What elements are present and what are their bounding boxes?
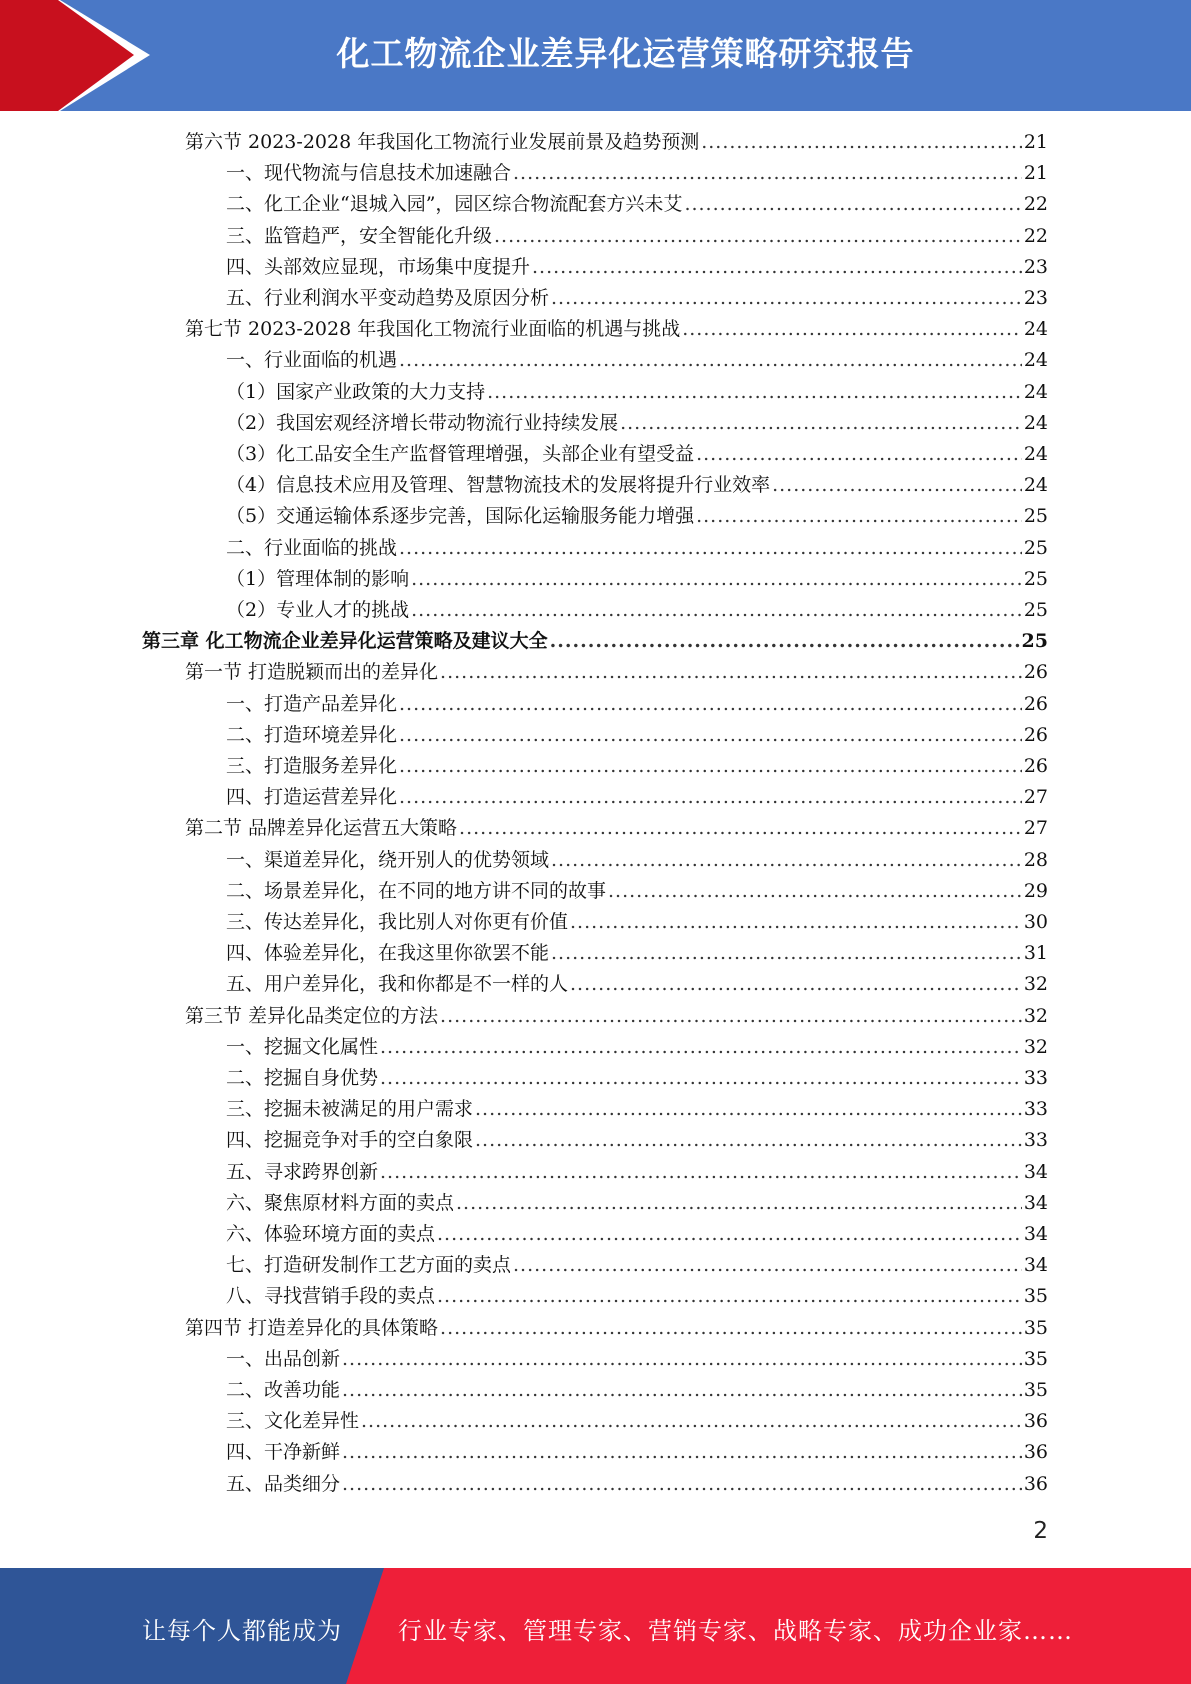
toc-dot-leader bbox=[475, 1125, 1022, 1156]
toc-entry-label: 五、寻求跨界创新 bbox=[226, 1160, 379, 1183]
toc-entry-label: 六、聚焦原材料方面的卖点 bbox=[226, 1191, 455, 1214]
toc-entry-label: 第四节 打造差异化的具体策略 bbox=[185, 1316, 439, 1339]
toc-dot-leader bbox=[513, 1250, 1022, 1281]
toc-section-entry[interactable] bbox=[185, 127, 1048, 158]
toc-entry-label: （4）信息技术应用及管理、智慧物流技术的发展将提升行业效率 bbox=[226, 474, 771, 497]
toc-entry-label: （3）化工品安全生产监督管理增强，头部企业有望受益 bbox=[226, 443, 695, 465]
toc-entry-page: 34 bbox=[1023, 1191, 1048, 1214]
toc-entry-page: 23 bbox=[1023, 287, 1048, 309]
toc-entry-page: 32 bbox=[1023, 1035, 1048, 1058]
toc-dot-leader bbox=[682, 314, 1022, 345]
toc-entry-page: 26 bbox=[1023, 755, 1048, 777]
toc-section-entry[interactable] bbox=[185, 1001, 1048, 1032]
toc-entry-page: 34 bbox=[1023, 1160, 1048, 1183]
toc-entry-page: 22 bbox=[1023, 193, 1048, 216]
toc-subsection-entry[interactable] bbox=[226, 845, 1048, 876]
toc-entry-label: 四、体验差异化，在我这里你欲罢不能 bbox=[226, 942, 550, 965]
toc-entry-page: 31 bbox=[1023, 942, 1048, 965]
toc-entry-label: （1）国家产业政策的大力支持 bbox=[226, 380, 486, 403]
toc-dot-leader bbox=[551, 283, 1022, 314]
toc-entry-page: 34 bbox=[1023, 1254, 1048, 1277]
toc-entry-page: 35 bbox=[1023, 1347, 1048, 1370]
toc-subsection-entry[interactable] bbox=[226, 1219, 1048, 1250]
toc-subsection-entry[interactable] bbox=[226, 1032, 1048, 1063]
footer-slogan-right: 行业专家、管理专家、营销专家、战略专家、成功企业家…… bbox=[398, 1617, 1073, 1645]
toc-dot-leader bbox=[342, 1375, 1022, 1406]
toc-entry-label: 三、文化差异性 bbox=[226, 1410, 360, 1433]
toc-entry-label: 七、打造研发制作工艺方面的卖点 bbox=[226, 1254, 512, 1277]
toc-dot-leader bbox=[399, 782, 1022, 813]
toc-entry-page: 24 bbox=[1023, 380, 1048, 403]
toc-dot-leader bbox=[399, 533, 1022, 564]
toc-entry-label: 第六节 2023-2028 年我国化工物流行业发展前景及趋势预测 bbox=[185, 131, 700, 153]
toc-subsection-entry[interactable] bbox=[226, 720, 1048, 751]
toc-dot-leader bbox=[684, 189, 1021, 220]
toc-entry-page: 35 bbox=[1023, 1285, 1048, 1308]
toc-section-entry[interactable] bbox=[185, 657, 1048, 688]
toc-subsection-entry[interactable] bbox=[226, 501, 1048, 532]
toc-dot-leader bbox=[380, 1063, 1022, 1094]
toc-dot-leader bbox=[380, 1032, 1022, 1063]
toc-entry-label: 八、寻找营销手段的卖点 bbox=[226, 1285, 436, 1308]
toc-entry-page: 30 bbox=[1023, 911, 1048, 933]
toc-entry-page: 32 bbox=[1023, 973, 1048, 996]
toc-dot-leader bbox=[380, 1157, 1022, 1188]
toc-dot-leader bbox=[437, 1281, 1022, 1312]
toc-dot-leader bbox=[475, 1094, 1022, 1125]
toc-dot-leader bbox=[532, 252, 1022, 283]
toc-entry-label: 一、打造产品差异化 bbox=[226, 692, 398, 715]
toc-entry-page: 27 bbox=[1023, 786, 1048, 809]
page-footer bbox=[0, 1568, 1191, 1684]
toc-entry-label: 五、品类细分 bbox=[226, 1472, 341, 1495]
toc-dot-leader bbox=[342, 1344, 1022, 1375]
toc-subsection-entry[interactable] bbox=[226, 221, 1048, 252]
toc-subsection-entry[interactable] bbox=[226, 1375, 1048, 1406]
toc-entry-page: 23 bbox=[1023, 255, 1048, 278]
toc-entry-page: 21 bbox=[1023, 131, 1048, 153]
toc-dot-leader bbox=[440, 657, 1022, 688]
toc-entry-label: （2）我国宏观经济增长带动物流行业持续发展 bbox=[226, 411, 619, 434]
toc-entry-page: 24 bbox=[1023, 349, 1048, 372]
toc-subsection-entry[interactable] bbox=[226, 876, 1048, 907]
toc-entry-label: 二、场景差异化，在不同的地方讲不同的故事 bbox=[226, 879, 607, 902]
toc-entry-label: 五、用户差异化，我和你都是不一样的人 bbox=[226, 973, 569, 996]
toc-dot-leader bbox=[399, 720, 1022, 751]
toc-dot-leader bbox=[550, 626, 1020, 657]
toc-subsection-entry[interactable] bbox=[226, 1406, 1048, 1437]
page-number: 2 bbox=[1033, 1518, 1048, 1544]
toc-subsection-entry[interactable] bbox=[226, 1250, 1048, 1281]
toc-entry-page: 27 bbox=[1023, 817, 1048, 840]
toc-entry-page: 21 bbox=[1023, 162, 1048, 185]
toc-dot-leader bbox=[440, 1313, 1022, 1344]
toc-entry-label: （1）管理体制的影响 bbox=[226, 567, 410, 590]
report-title: 化工物流企业差异化运营策略研究报告 bbox=[336, 34, 915, 73]
toc-dot-leader bbox=[437, 1219, 1022, 1250]
toc-chapter-entry[interactable] bbox=[142, 626, 1048, 657]
toc-entry-label: 一、行业面临的机遇 bbox=[226, 349, 398, 372]
toc-subsection-entry[interactable] bbox=[226, 938, 1048, 969]
toc-subsection-entry[interactable] bbox=[226, 377, 1048, 408]
toc-entry-page: 26 bbox=[1023, 723, 1048, 746]
toc-entry-page: 35 bbox=[1023, 1316, 1048, 1339]
toc-entry-label: 一、渠道差异化，绕开别人的优势领域 bbox=[226, 848, 550, 871]
toc-entry-label: 三、挖掘未被满足的用户需求 bbox=[226, 1098, 474, 1121]
toc-entry-page: 22 bbox=[1023, 224, 1048, 247]
toc-dot-leader bbox=[551, 938, 1022, 969]
toc-section-entry[interactable] bbox=[185, 813, 1048, 844]
toc-subsection-entry[interactable] bbox=[226, 533, 1048, 564]
toc-entry-label: 六、体验环境方面的卖点 bbox=[226, 1223, 436, 1245]
toc-entry-label: 一、挖掘文化属性 bbox=[226, 1035, 379, 1058]
toc-entry-page: 35 bbox=[1023, 1379, 1048, 1401]
page-header bbox=[0, 0, 1191, 111]
toc-entry-page: 34 bbox=[1023, 1223, 1048, 1245]
toc-entry-page: 24 bbox=[1023, 474, 1048, 497]
toc-dot-leader bbox=[696, 501, 1022, 532]
toc-entry-page: 36 bbox=[1023, 1472, 1048, 1495]
toc-entry-page: 33 bbox=[1023, 1129, 1048, 1152]
toc-entry-label: 三、传达差异化，我比别人对你更有价值 bbox=[226, 911, 569, 933]
toc-section-entry[interactable] bbox=[185, 314, 1048, 345]
toc-entry-label: 第七节 2023-2028 年我国化工物流行业面临的机遇与挑战 bbox=[185, 318, 681, 341]
toc-dot-leader bbox=[456, 1188, 1022, 1219]
toc-dot-leader bbox=[440, 1001, 1022, 1032]
toc-subsection-entry[interactable] bbox=[226, 1125, 1048, 1156]
toc-entry-page: 36 bbox=[1023, 1441, 1048, 1464]
toc-subsection-entry[interactable] bbox=[226, 1063, 1048, 1094]
toc-entry-page: 29 bbox=[1023, 879, 1048, 902]
toc-subsection-entry[interactable] bbox=[226, 1437, 1048, 1468]
toc-subsection-entry[interactable] bbox=[226, 408, 1048, 439]
toc-entry-page: 33 bbox=[1023, 1067, 1048, 1089]
toc-subsection-entry[interactable] bbox=[226, 1188, 1048, 1219]
toc-subsection-entry[interactable] bbox=[226, 907, 1048, 938]
toc-subsection-entry[interactable] bbox=[226, 782, 1048, 813]
toc-entry-label: 五、行业利润水平变动趋势及原因分析 bbox=[226, 287, 550, 309]
toc-entry-page: 25 bbox=[1023, 505, 1048, 528]
toc-subsection-entry[interactable] bbox=[226, 1469, 1048, 1500]
toc-entry-page: 36 bbox=[1023, 1410, 1048, 1433]
toc-entry-page: 33 bbox=[1023, 1098, 1048, 1121]
toc-entry-label: 四、打造运营差异化 bbox=[226, 786, 398, 809]
toc-entry-label: 三、监管趋严，安全智能化升级 bbox=[226, 224, 493, 247]
toc-subsection-entry[interactable] bbox=[226, 189, 1048, 220]
toc-dot-leader bbox=[342, 1437, 1022, 1468]
toc-section-entry[interactable] bbox=[185, 1313, 1048, 1344]
toc-dot-leader bbox=[570, 907, 1022, 938]
toc-entry-page: 26 bbox=[1023, 692, 1048, 715]
toc-entry-label: 二、行业面临的挑战 bbox=[226, 536, 398, 559]
toc-subsection-entry[interactable] bbox=[226, 969, 1048, 1000]
toc-entry-label: 一、出品创新 bbox=[226, 1347, 341, 1370]
toc-subsection-entry[interactable] bbox=[226, 689, 1048, 720]
toc-dot-leader bbox=[399, 689, 1022, 720]
toc-subsection-entry[interactable] bbox=[226, 470, 1048, 501]
toc-subsection-entry[interactable] bbox=[226, 439, 1048, 470]
toc-entry-page: 25 bbox=[1023, 536, 1048, 559]
toc-entry-label: （5）交通运输体系逐步完善，国际化运输服务能力增强 bbox=[226, 505, 695, 528]
toc-subsection-entry[interactable] bbox=[226, 1344, 1048, 1375]
toc-dot-leader bbox=[608, 876, 1022, 907]
toc-dot-leader bbox=[620, 408, 1022, 439]
toc-entry-label: 三、打造服务差异化 bbox=[226, 755, 398, 777]
toc-entry-page: 25 bbox=[1023, 567, 1048, 590]
toc-subsection-entry[interactable] bbox=[226, 345, 1048, 376]
toc-dot-leader bbox=[399, 345, 1022, 376]
toc-subsection-entry[interactable] bbox=[226, 1157, 1048, 1188]
toc-entry-page: 24 bbox=[1023, 411, 1048, 434]
toc-entry-page: 32 bbox=[1023, 1004, 1048, 1027]
toc-dot-leader bbox=[487, 377, 1022, 408]
toc-entry-page: 24 bbox=[1023, 318, 1048, 341]
toc-entry-page: 25 bbox=[1023, 599, 1048, 621]
toc-dot-leader bbox=[399, 751, 1022, 782]
toc-entry-label: 第二节 品牌差异化运营五大策略 bbox=[185, 817, 458, 840]
toc-entry-page: 28 bbox=[1023, 848, 1048, 871]
toc-dot-leader bbox=[701, 127, 1022, 158]
toc-dot-leader bbox=[411, 595, 1022, 626]
toc-entry-label: 一、现代物流与信息技术加速融合 bbox=[226, 162, 512, 185]
toc-entry-label: 四、头部效应显现，市场集中度提升 bbox=[226, 255, 531, 278]
toc-entry-label: 二、改善功能 bbox=[226, 1379, 341, 1401]
toc-subsection-entry[interactable] bbox=[226, 564, 1048, 595]
toc-dot-leader bbox=[570, 969, 1022, 1000]
toc-dot-leader bbox=[342, 1469, 1022, 1500]
toc-subsection-entry[interactable] bbox=[226, 252, 1048, 283]
toc-subsection-entry[interactable] bbox=[226, 283, 1048, 314]
toc-entry-label: 四、干净新鲜 bbox=[226, 1441, 341, 1464]
toc-entry-label: （2）专业人才的挑战 bbox=[226, 599, 410, 621]
toc-entry-page: 26 bbox=[1023, 661, 1048, 684]
toc-entry-page: 24 bbox=[1023, 443, 1048, 465]
toc-entry-label: 四、挖掘竞争对手的空白象限 bbox=[226, 1129, 474, 1152]
toc-entry-label: 二、打造环境差异化 bbox=[226, 723, 398, 746]
toc-subsection-entry[interactable] bbox=[226, 1094, 1048, 1125]
toc-subsection-entry[interactable] bbox=[226, 158, 1048, 189]
toc-entry-label: 二、挖掘自身优势 bbox=[226, 1067, 379, 1089]
toc-dot-leader bbox=[696, 439, 1022, 470]
toc-dot-leader bbox=[772, 470, 1022, 501]
toc-subsection-entry[interactable] bbox=[226, 751, 1048, 782]
toc-dot-leader bbox=[459, 813, 1022, 844]
toc-entry-label: 第三节 差异化品类定位的方法 bbox=[185, 1004, 439, 1027]
footer-slogan-left: 让每个人都能成为 bbox=[142, 1617, 342, 1645]
toc-dot-leader bbox=[494, 221, 1022, 252]
toc-subsection-entry[interactable] bbox=[226, 595, 1048, 626]
toc-entry-label: 第三章 化工物流企业差异化运营策略及建议大全 bbox=[142, 630, 548, 653]
toc-dot-leader bbox=[411, 564, 1022, 595]
toc-dot-leader bbox=[513, 158, 1022, 189]
toc-entry-label: 二、化工企业“退城入园”，园区综合物流配套方兴未艾 bbox=[226, 193, 683, 216]
toc-dot-leader bbox=[361, 1406, 1022, 1437]
toc-dot-leader bbox=[551, 845, 1022, 876]
toc-subsection-entry[interactable] bbox=[226, 1281, 1048, 1312]
toc-entry-page: 25 bbox=[1021, 630, 1048, 653]
toc-entry-label: 第一节 打造脱颖而出的差异化 bbox=[185, 661, 439, 684]
